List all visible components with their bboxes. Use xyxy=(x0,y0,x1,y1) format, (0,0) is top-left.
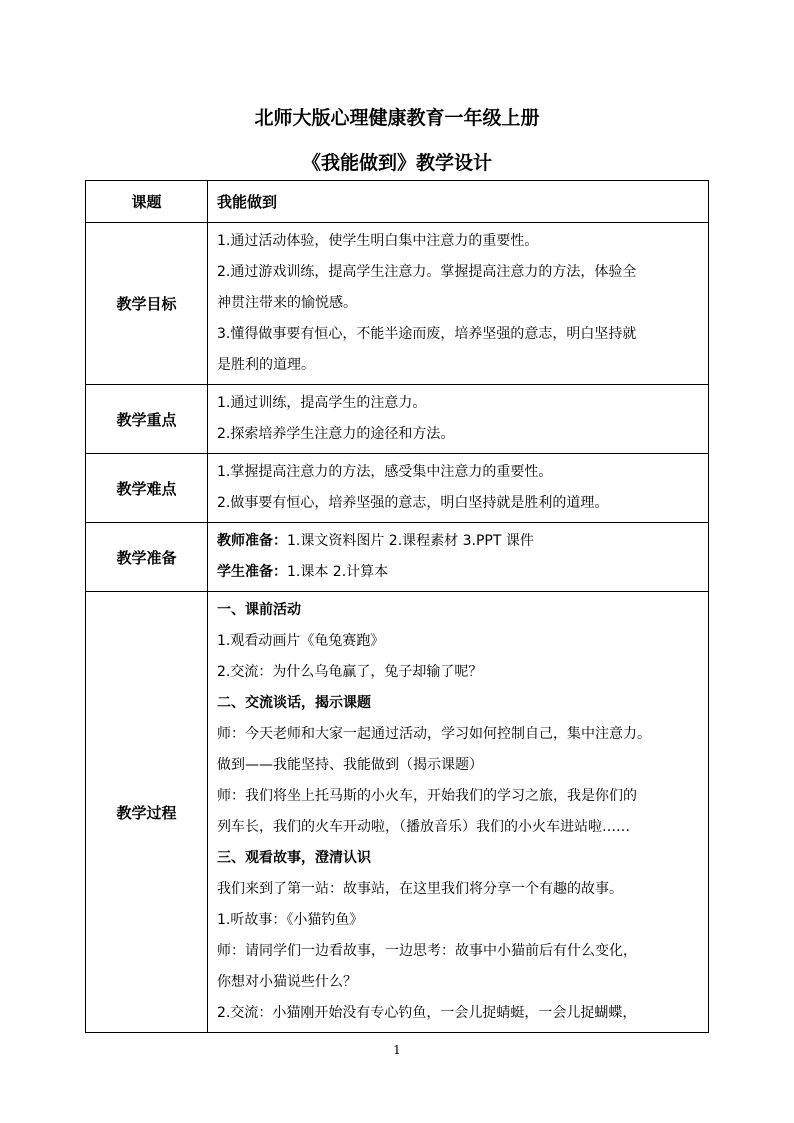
objective-line: 1.通过活动体验，使学生明白集中注意力的重要性。 xyxy=(217,233,539,249)
topic-value: 我能做到 xyxy=(208,181,709,223)
process-line: 我们来到了第一站：故事站，在这里我们将分享一个有趣的故事。 xyxy=(217,881,623,897)
process-line: 做到——我能坚持、我能做到（揭示课题） xyxy=(217,757,483,773)
process-line: 师：我们将坐上托马斯的小火车，开始我们的学习之旅，我是你们的 xyxy=(217,788,637,804)
process-line: 1.观看动画片《龟兔赛跑》 xyxy=(217,633,385,649)
document-subtitle: 《我能做到》教学设计 xyxy=(301,152,492,174)
process-line: 你想对小猫说些什么？ xyxy=(217,974,357,990)
row-label-process: 教学过程 xyxy=(86,592,208,1033)
table-row-difficulties xyxy=(86,454,709,523)
objective-line: 神贯注带来的愉悦感。 xyxy=(217,295,357,311)
page-number: 1 xyxy=(393,1043,401,1057)
row-label-topic: 课题 xyxy=(86,181,208,223)
key-points-cell xyxy=(208,385,709,454)
process-cell xyxy=(208,592,709,1033)
table-row-process xyxy=(86,592,709,1033)
lesson-plan-table xyxy=(85,180,709,1033)
student-preparation-value: 1.课本 2.计算本 xyxy=(287,564,389,580)
teacher-preparation xyxy=(217,526,700,557)
table-row-topic xyxy=(86,181,709,223)
student-preparation-label: 学生准备： xyxy=(217,564,287,580)
process-line: 2.交流：小猫刚开始没有专心钓鱼，一会儿捉蜻蜓，一会儿捉蝴蝶， xyxy=(217,1005,637,1021)
process-line: 师：请同学们一边看故事，一边思考：故事中小猫前后有什么变化， xyxy=(217,943,637,959)
process-heading: 一、课前活动 xyxy=(217,602,301,618)
objective-line: 2.通过游戏训练，提高学生注意力。掌握提高注意力的方法，体验全 xyxy=(217,264,637,280)
row-label-difficulties: 教学难点 xyxy=(86,454,208,523)
document-title: 北师大版心理健康教育一年级上册 xyxy=(254,107,540,129)
student-preparation xyxy=(217,557,700,588)
table-row-objectives xyxy=(86,223,709,385)
row-label-key-points: 教学重点 xyxy=(86,385,208,454)
table-row-key-points xyxy=(86,385,709,454)
table-row-preparation xyxy=(86,523,709,592)
process-line: 列车长，我们的火车开动啦，（播放音乐）我们的小火车进站啦…… xyxy=(217,819,630,835)
row-label-preparation: 教学准备 xyxy=(86,523,208,592)
process-line: 师：今天老师和大家一起通过活动，学习如何控制自己，集中注意力。 xyxy=(217,726,651,742)
teacher-preparation-label: 教师准备： xyxy=(217,533,287,549)
process-heading: 二、交流谈话，揭示课题 xyxy=(217,695,371,711)
process-line: 2.交流：为什么乌龟赢了，兔子却输了呢？ xyxy=(217,664,483,680)
objective-line: 是胜利的道理。 xyxy=(217,357,315,373)
row-label-objectives: 教学目标 xyxy=(86,223,208,385)
key-point-line: 1.通过训练，提高学生的注意力。 xyxy=(217,395,427,411)
difficulty-line: 2.做事要有恒心，培养坚强的意志，明白坚持就是胜利的道理。 xyxy=(217,495,609,511)
objectives-cell xyxy=(208,223,709,385)
teacher-preparation-value: 1.课文资料图片 2.课程素材 3.PPT 课件 xyxy=(287,533,534,549)
difficulty-line: 1.掌握提高注意力的方法，感受集中注意力的重要性。 xyxy=(217,464,553,480)
preparation-cell xyxy=(208,523,709,592)
process-line: 1.听故事：《小猫钓鱼》 xyxy=(217,912,364,928)
objective-line: 3.懂得做事要有恒心，不能半途而废，培养坚强的意志，明白坚持就 xyxy=(217,326,637,342)
key-point-line: 2.探索培养学生注意力的途径和方法。 xyxy=(217,426,455,442)
process-heading: 三、观看故事，澄清认识 xyxy=(217,850,371,866)
difficulties-cell xyxy=(208,454,709,523)
